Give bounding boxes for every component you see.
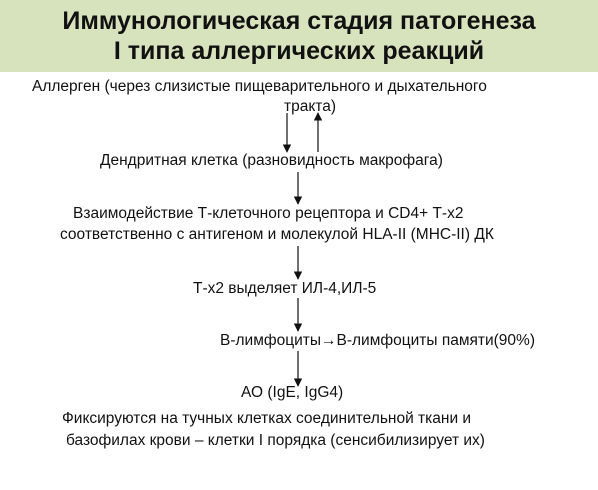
- fixation-text-line-1: Фиксируются на тучных клетках соединительной ткани и: [62, 410, 472, 427]
- title-line-2: I типа аллергических реакций: [113, 37, 485, 65]
- title-line-1: Иммунологическая стадия патогенеза: [62, 7, 536, 35]
- dendritic-cell-text: Дендритная клетка (разновидность макрофага): [100, 152, 443, 169]
- bcells-text: В-лимфоциты→В-лимфоциты памяти(90%): [220, 332, 535, 349]
- antibodies-text: АО (IgE, IgG4): [241, 384, 344, 401]
- allergen-text-line-1: Аллерген (через слизистые пищеварительного и дыхательного: [32, 78, 487, 95]
- th2-text: Т-х2 выделяет ИЛ-4,ИЛ-5: [193, 280, 377, 297]
- allergen-text-line-2: тракта): [284, 98, 337, 115]
- fixation-text-line-2: базофилах крови – клетки I порядка (сенсибилизирует их): [66, 432, 485, 449]
- interaction-text-line-2: соответственно с антигеном и молекулой HLA-II (MHC-II) ДК: [60, 226, 494, 243]
- interaction-text-line-1: Взаимодействие Т-клеточного рецептора и CD4+ Т-х2: [73, 205, 464, 222]
